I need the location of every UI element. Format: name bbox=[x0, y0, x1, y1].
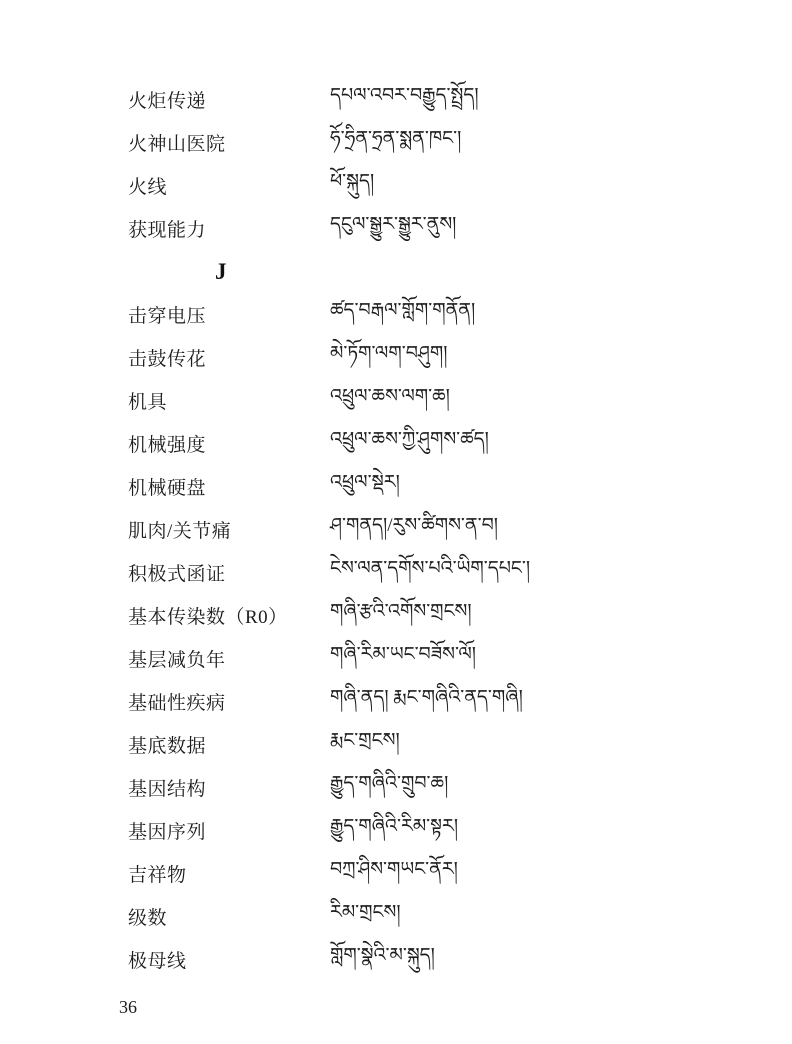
chinese-term: 火神山医院 bbox=[128, 134, 226, 155]
glossary-row bbox=[128, 680, 752, 723]
chinese-term: 基底数据 bbox=[128, 736, 207, 757]
tibetan-translation: མེ་ཏོག་ལག་བཤུག། bbox=[330, 342, 448, 364]
tibetan-translation: གློག་སྣེའི་མ་སྐུད། bbox=[330, 944, 435, 966]
glossary-row bbox=[128, 895, 752, 938]
chinese-term: 基层减负年 bbox=[128, 650, 226, 671]
tibetan-translation: ཚད་བརྒལ་གློག་གནོན། bbox=[330, 299, 476, 321]
glossary-row bbox=[128, 852, 752, 895]
tibetan-translation: ཤ་གནད།/རུས་ཚིགས་ན་བ། bbox=[330, 514, 498, 536]
glossary-list-j bbox=[128, 293, 752, 981]
tibetan-translation: དངུལ་སྒྱུར་སྒྱུར་ནུས། bbox=[330, 213, 457, 235]
glossary-row bbox=[128, 207, 752, 250]
glossary-content bbox=[128, 78, 752, 981]
tibetan-translation: དཔལ་འབར་བརྒྱུད་སྤྲོད། bbox=[330, 84, 479, 106]
chinese-term: 级数 bbox=[128, 908, 168, 929]
chinese-term: 基因结构 bbox=[128, 779, 207, 800]
glossary-row bbox=[128, 938, 752, 981]
chinese-term: 积极式函证 bbox=[128, 564, 226, 585]
tibetan-translation: རྨང་གྲངས། bbox=[330, 729, 400, 751]
tibetan-translation: བཀྲ་ཤིས་གཡང་ནོར། bbox=[330, 858, 458, 880]
tibetan-translation: རིམ་གྲངས། bbox=[330, 901, 401, 923]
glossary-list-h bbox=[128, 78, 752, 250]
page-number: 36 bbox=[119, 997, 137, 1017]
tibetan-translation: གཞི་ནད། རྨང་གཞིའི་ནད་གཞི། bbox=[330, 686, 523, 708]
chinese-term: 机械硬盘 bbox=[128, 478, 207, 499]
chinese-term: 击穿电压 bbox=[128, 306, 207, 327]
chinese-term: 机械强度 bbox=[128, 435, 207, 456]
tibetan-translation: རྒྱུད་གཞིའི་རིམ་སྟར། bbox=[330, 815, 459, 837]
glossary-row bbox=[128, 422, 752, 465]
chinese-term: 极母线 bbox=[128, 951, 187, 972]
section-letter-heading: J bbox=[215, 258, 227, 284]
tibetan-translation: འཕྲུལ་ཆས་ལག་ཆ། bbox=[330, 385, 450, 407]
chinese-term: 获现能力 bbox=[128, 220, 207, 241]
tibetan-translation: ཕོ་སྐུད། bbox=[330, 170, 375, 192]
chinese-term: 火线 bbox=[128, 177, 168, 198]
chinese-term: 肌肉/关节痛 bbox=[128, 521, 232, 542]
chinese-term: 基因序列 bbox=[128, 822, 207, 843]
tibetan-translation: ཧོ་ཧྲིན་ཧྲན་སྨན་ཁང་། bbox=[330, 127, 462, 149]
chinese-term: 吉祥物 bbox=[128, 865, 187, 886]
tibetan-translation: ངེས་ལན་དགོས་པའི་ཡིག་དཔང་། bbox=[330, 557, 531, 579]
glossary-row bbox=[128, 121, 752, 164]
tibetan-translation: གཞི་རྩའི་འགོས་གྲངས། bbox=[330, 600, 472, 622]
chinese-term: 基础性疾病 bbox=[128, 693, 226, 714]
tibetan-translation: རྒྱུད་གཞིའི་གྲུབ་ཆ། bbox=[330, 772, 449, 794]
chinese-term: 基本传染数（R0） bbox=[128, 607, 288, 628]
chinese-term: 击鼓传花 bbox=[128, 349, 207, 370]
tibetan-translation: འཕྲུལ་སྡེར། bbox=[330, 471, 400, 493]
chinese-term: 火炬传递 bbox=[128, 91, 207, 112]
tibetan-translation: འཕྲུལ་ཆས་ཀྱི་ཤུགས་ཚད། bbox=[330, 428, 489, 450]
tibetan-translation: གཞི་རིམ་ཡང་བཟོས་ལོ། bbox=[330, 643, 476, 665]
chinese-term: 机具 bbox=[128, 392, 168, 413]
